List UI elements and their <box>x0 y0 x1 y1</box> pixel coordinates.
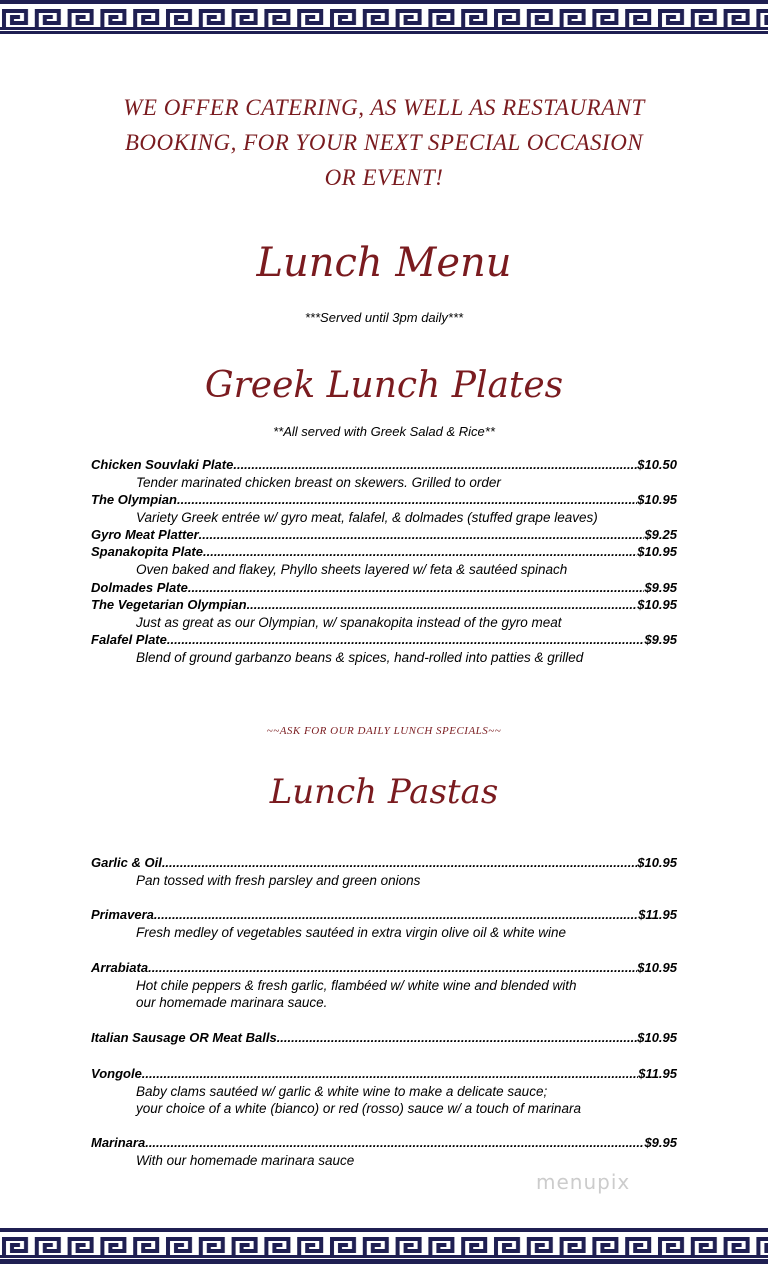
item-description: Pan tossed with fresh parsley and green onions <box>136 872 421 888</box>
item-price: $10.95 <box>637 492 677 507</box>
dot-leader <box>167 631 645 648</box>
greek-heading: Greek Lunch Plates <box>204 365 564 406</box>
catering-line: OR EVENT! <box>324 165 444 190</box>
item-name: Vongole <box>91 1066 142 1081</box>
greek-note: **All served with Greek Salad & Rice** <box>273 424 495 439</box>
item-name: Falafel Plate <box>91 632 167 647</box>
dot-leader <box>154 906 638 923</box>
item-price: $10.95 <box>637 1030 677 1045</box>
dot-leader <box>203 543 637 560</box>
menu-item <box>91 1065 677 1082</box>
watermark: menupix <box>536 1170 631 1194</box>
dot-leader <box>177 491 637 508</box>
menu-item <box>91 543 677 560</box>
item-description: Tender marinated chicken breast on skewers. Grilled to order <box>136 474 501 490</box>
item-name: Dolmades Plate <box>91 580 188 595</box>
item-description: Blend of ground garbanzo beans & spices, hand-rolled into patties & grilled <box>136 649 584 665</box>
menu-item <box>91 906 677 923</box>
menu-item <box>91 596 677 613</box>
item-description: Just as great as our Olympian, w/ spanakopita instead of the gyro meat <box>136 614 562 630</box>
greek-key-border-top <box>0 0 768 36</box>
item-description: Fresh medley of vegetables sautéed in extra virgin olive oil & white wine <box>136 924 566 940</box>
dot-leader <box>162 854 637 871</box>
item-description: With our homemade marinara sauce <box>136 1152 355 1168</box>
item-price: $10.95 <box>637 855 677 870</box>
dot-leader <box>148 959 637 976</box>
menu-item <box>91 456 677 473</box>
item-name: Chicken Souvlaki Plate <box>91 457 234 472</box>
item-price: $10.50 <box>637 457 677 472</box>
dot-leader <box>188 579 645 596</box>
menu-item <box>91 526 677 543</box>
item-price: $9.95 <box>644 1135 677 1150</box>
catering-line: WE OFFER CATERING, AS WELL AS RESTAURANT <box>123 95 645 120</box>
item-price: $10.95 <box>637 597 677 612</box>
item-name: The Olympian <box>91 492 177 507</box>
menu-item <box>91 959 677 976</box>
item-description: our homemade marinara sauce. <box>136 995 328 1011</box>
item-price: $11.95 <box>638 1066 677 1081</box>
item-name: The Vegetarian Olympian <box>91 597 247 612</box>
served-note: ***Served until 3pm daily*** <box>304 310 464 325</box>
item-price: $10.95 <box>637 544 677 559</box>
item-description: Oven baked and flakey, Phyllo sheets layered w/ feta & sautéed spinach <box>136 561 568 577</box>
dot-leader <box>233 456 637 473</box>
item-name: Italian Sausage OR Meat Balls <box>91 1030 277 1045</box>
item-description: Baby clams sautéed w/ garlic & white wine to make a delicate sauce; <box>136 1083 548 1099</box>
catering-line: BOOKING, FOR YOUR NEXT SPECIAL OCCASION <box>124 130 644 155</box>
menu-item <box>91 491 677 508</box>
item-name: Marinara <box>91 1135 146 1150</box>
dot-leader <box>277 1029 638 1046</box>
item-name: Gyro Meat Platter <box>91 527 199 542</box>
menu-title: Lunch Menu <box>256 240 512 286</box>
item-description: your choice of a white (bianco) or red (rosso) sauce w/ a touch of marinara <box>136 1101 581 1117</box>
pastas-heading: Lunch Pastas <box>269 772 499 812</box>
catering-notice <box>0 90 768 195</box>
item-description: Hot chile peppers & fresh garlic, flambéed w/ white wine and blended with <box>136 977 577 993</box>
dot-leader <box>247 596 638 613</box>
item-price: $9.25 <box>644 527 677 542</box>
greek-key-border-bottom <box>0 1228 768 1264</box>
item-price: $11.95 <box>638 907 677 922</box>
item-name: Arrabiata <box>91 960 149 975</box>
item-price: $9.95 <box>644 632 677 647</box>
dot-leader <box>145 1134 644 1151</box>
menu-item <box>91 579 677 596</box>
dot-leader <box>199 526 645 543</box>
menu-item <box>91 1134 677 1151</box>
dot-leader <box>142 1065 638 1082</box>
menu-item <box>91 854 677 871</box>
item-name: Spanakopita Plate <box>91 544 203 559</box>
item-price: $10.95 <box>637 960 677 975</box>
item-description: Variety Greek entrée w/ gyro meat, falafel, & dolmades (stuffed grape leaves) <box>136 509 598 525</box>
item-name: Garlic & Oil <box>91 855 162 870</box>
item-price: $9.95 <box>644 580 677 595</box>
item-name: Primavera <box>91 907 154 922</box>
menu-item <box>91 1029 677 1046</box>
menu-item <box>91 631 677 648</box>
specials-note: ~~ASK FOR OUR DAILY LUNCH SPECIALS~~ <box>266 725 502 737</box>
